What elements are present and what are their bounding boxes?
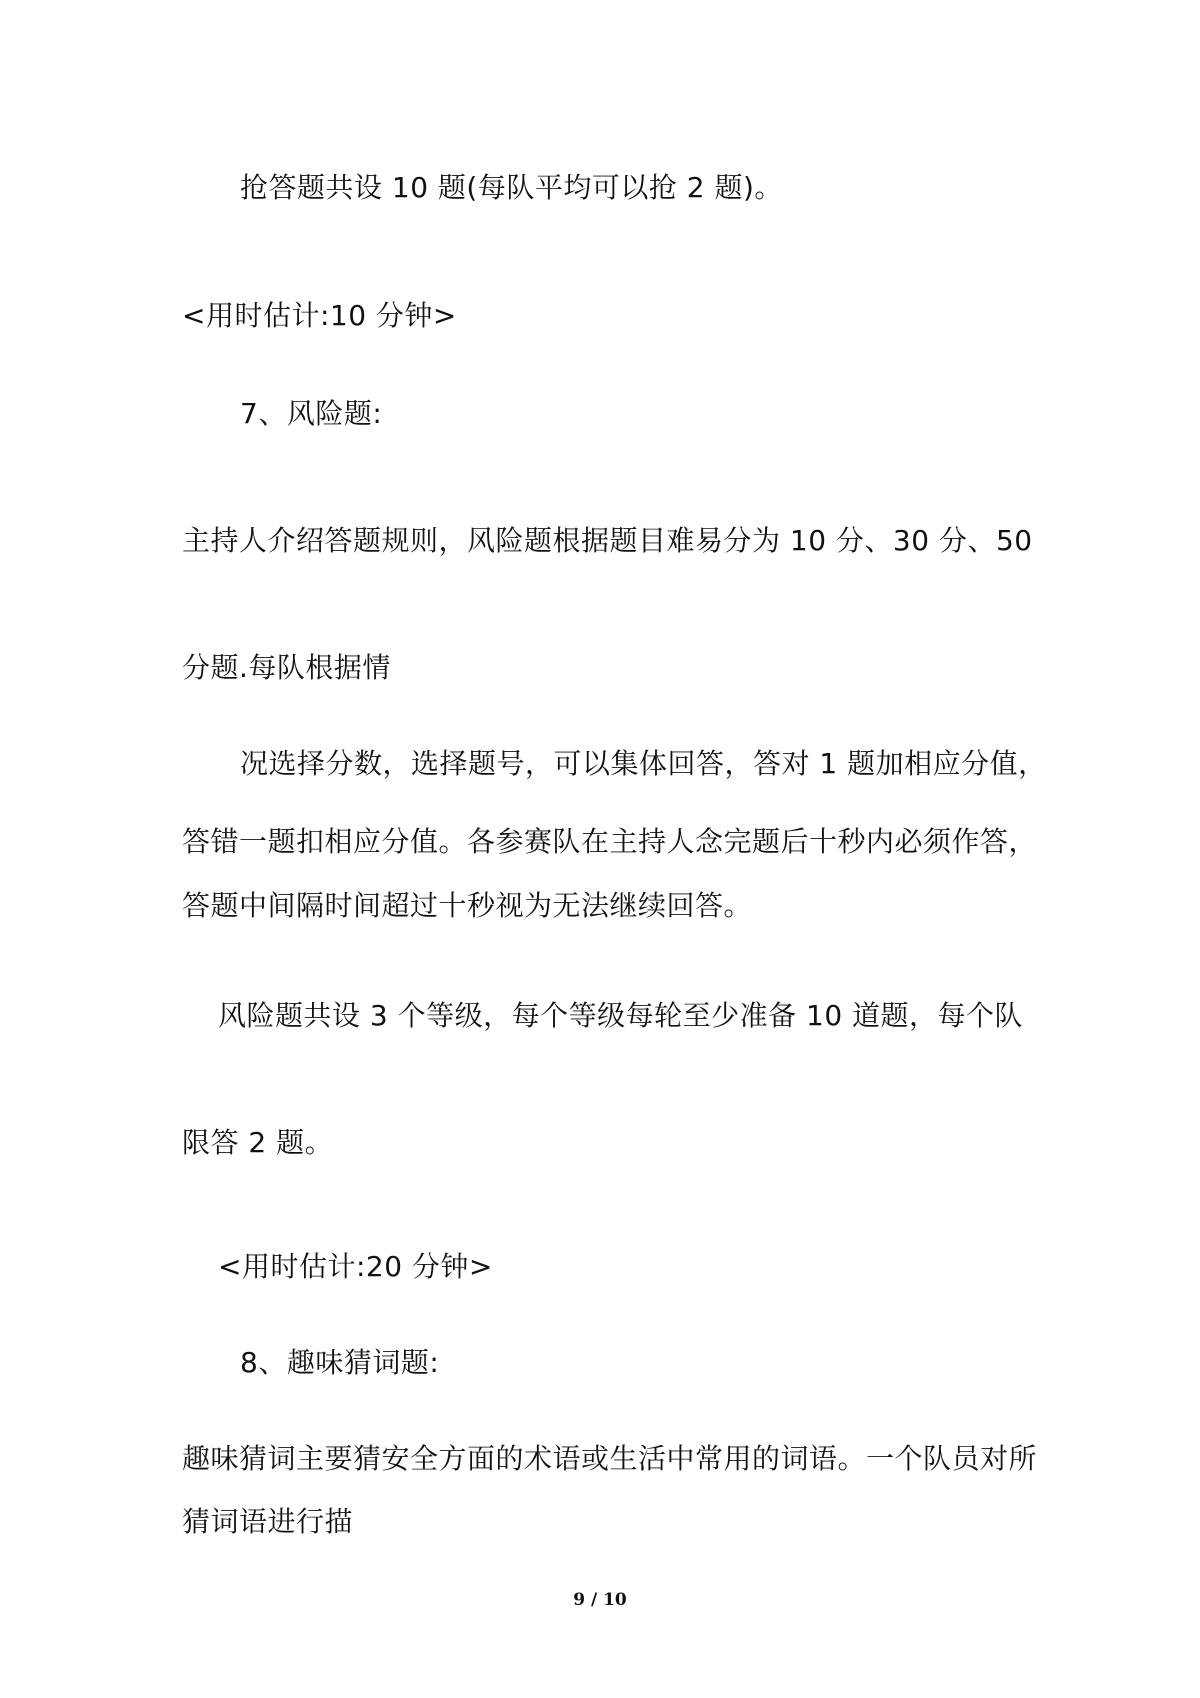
section-heading-risk-questions: 7、风险题: [240, 397, 383, 430]
paragraph-risk-levels-line-1: 风险题共设 3 个等级，每个等级每轮至少准备 10 道题，每个队 [218, 999, 1024, 1032]
page-number: 9 / 10 [573, 1590, 627, 1610]
paragraph-quick-answer-count: 抢答题共设 10 题(每队平均可以抢 2 题)。 [240, 171, 783, 204]
paragraph-word-guess-line-2: 猜词语进行描 [182, 1505, 354, 1538]
section-heading-word-guess: 8、趣味猜词题: [240, 1346, 440, 1379]
paragraph-risk-rules-line-1: 主持人介绍答题规则，风险题根据题目难易分为 10 分、30 分、50 [182, 524, 1033, 557]
paragraph-risk-rules-line-4: 答错一题扣相应分值。各参赛队在主持人念完题后十秒内必须作答， [182, 825, 1038, 858]
paragraph-risk-rules-line-5: 答题中间隔时间超过十秒视为无法继续回答。 [182, 889, 753, 922]
paragraph-word-guess-line-1: 趣味猜词主要猜安全方面的术语或生活中常用的词语。一个队员对所 [182, 1442, 1038, 1475]
paragraph-risk-rules-line-2: 分题.每队根据情 [182, 651, 391, 684]
time-estimate-10-min: <用时估计:10 分钟> [182, 299, 457, 332]
time-estimate-20-min: <用时估计:20 分钟> [218, 1250, 493, 1283]
paragraph-risk-levels-line-2: 限答 2 题。 [182, 1126, 334, 1159]
paragraph-risk-rules-line-3: 况选择分数，选择题号，可以集体回答，答对 1 题加相应分值， [240, 747, 1047, 780]
